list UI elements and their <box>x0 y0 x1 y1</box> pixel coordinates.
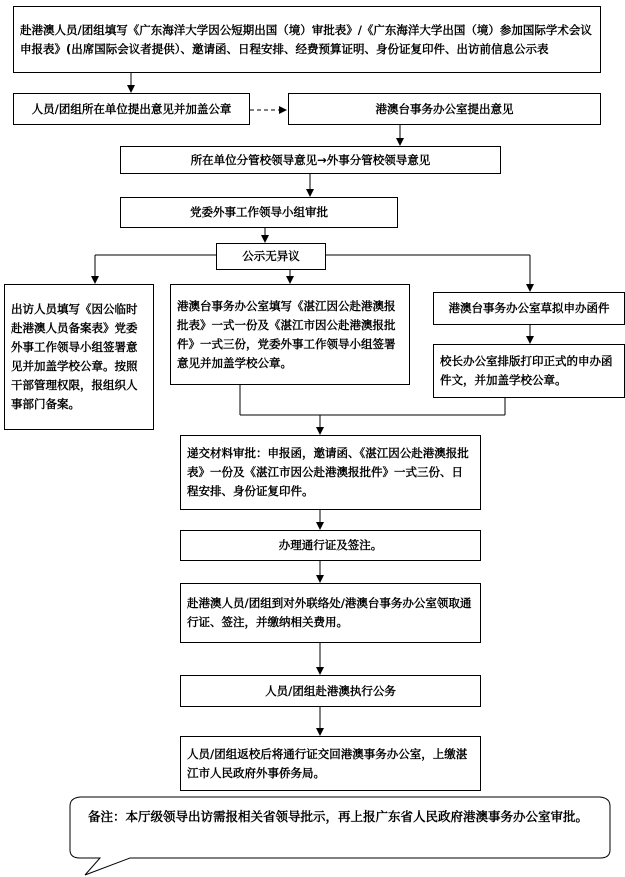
step-draft-letter <box>433 292 625 325</box>
step-unit-opinion-text: 人员/团组所在单位提出意见并加盖公章 <box>31 101 232 116</box>
step-submit-forms-text: 赴港澳人员/团组填写《广东海洋大学因公短期出国（境）审批表》/《广东海洋大学出国（境）参加国际学术会议申报表》(出席国际会议者提供）、邀请函、日程安排、经费预算证明、身份证复印件、出访前信息公示表 <box>20 22 592 56</box>
step-approval-forms <box>170 284 410 385</box>
step-hmt-office-opinion <box>288 93 601 125</box>
step-committee-approval-text: 党委外事工作领导小组审批 <box>190 205 328 219</box>
step-draft-letter-text: 港澳台事务办公室草拟申办函件 <box>448 301 610 315</box>
step-print-letter-text: 校长办公室排版打印正式的申办函件文，并加盖学校公章。 <box>440 354 613 387</box>
step-public-notice <box>216 243 326 270</box>
step-collect-permit-text: 赴港澳人员/团组到对外联络处/港澳台事务办公室领取通行证、签注，并缴纳相关费用。 <box>187 596 472 629</box>
step-unit-opinion <box>13 93 250 125</box>
note-text: 备注：本厅级领导出访需报相关省领导批示，再上报广东省人民政府港澳事务办公室审批。 <box>88 809 589 824</box>
step-execute-duty-text: 人员/团组赴港澳执行公务 <box>265 683 396 698</box>
step-filing-record <box>4 284 154 430</box>
step-execute-duty <box>180 675 481 707</box>
step-collect-permit <box>180 583 481 643</box>
step-committee-approval <box>120 197 398 228</box>
step-permit-visa <box>180 530 481 561</box>
step-return-permit <box>180 736 481 791</box>
step-leader-opinion-text: 所在单位分管校领导意见→外事分管校领导意见 <box>190 152 431 167</box>
step-hmt-office-opinion-text: 港澳台事务办公室提出意见 <box>375 101 514 116</box>
step-submit-forms <box>13 6 601 73</box>
step-submit-materials-text: 递交材料审批：申报函，邀请函、《湛江因公赴港澳报批表》一份及《湛江市因公赴港澳报批件》一式三份、日程安排、身份证复印件。 <box>187 446 469 498</box>
step-print-letter <box>433 344 625 398</box>
step-leader-opinion <box>120 146 501 174</box>
step-permit-visa-text: 办理通行证及签注。 <box>278 538 383 552</box>
step-submit-materials <box>180 435 481 510</box>
step-public-notice-text: 公示无异议 <box>242 249 300 263</box>
step-approval-forms-text: 港澳台事务办公室填写《湛江因公赴港澳报批表》一式一份及《湛江市因公赴港澳报批件》一式三份，党委外事工作领导小组签署意见并加盖学校公章。 <box>177 298 396 370</box>
step-filing-record-text: 出访人员填写《因公临时赴港澳人员备案表》党委外事工作领导小组签署意见并加盖学校公章。按照干部管理权限，报组织人事部门备案。 <box>11 302 138 411</box>
step-return-permit-text: 人员/团组返校后将通行证交回港澳事务办公室，上缴湛江市人民政府外事侨务局。 <box>187 746 468 780</box>
